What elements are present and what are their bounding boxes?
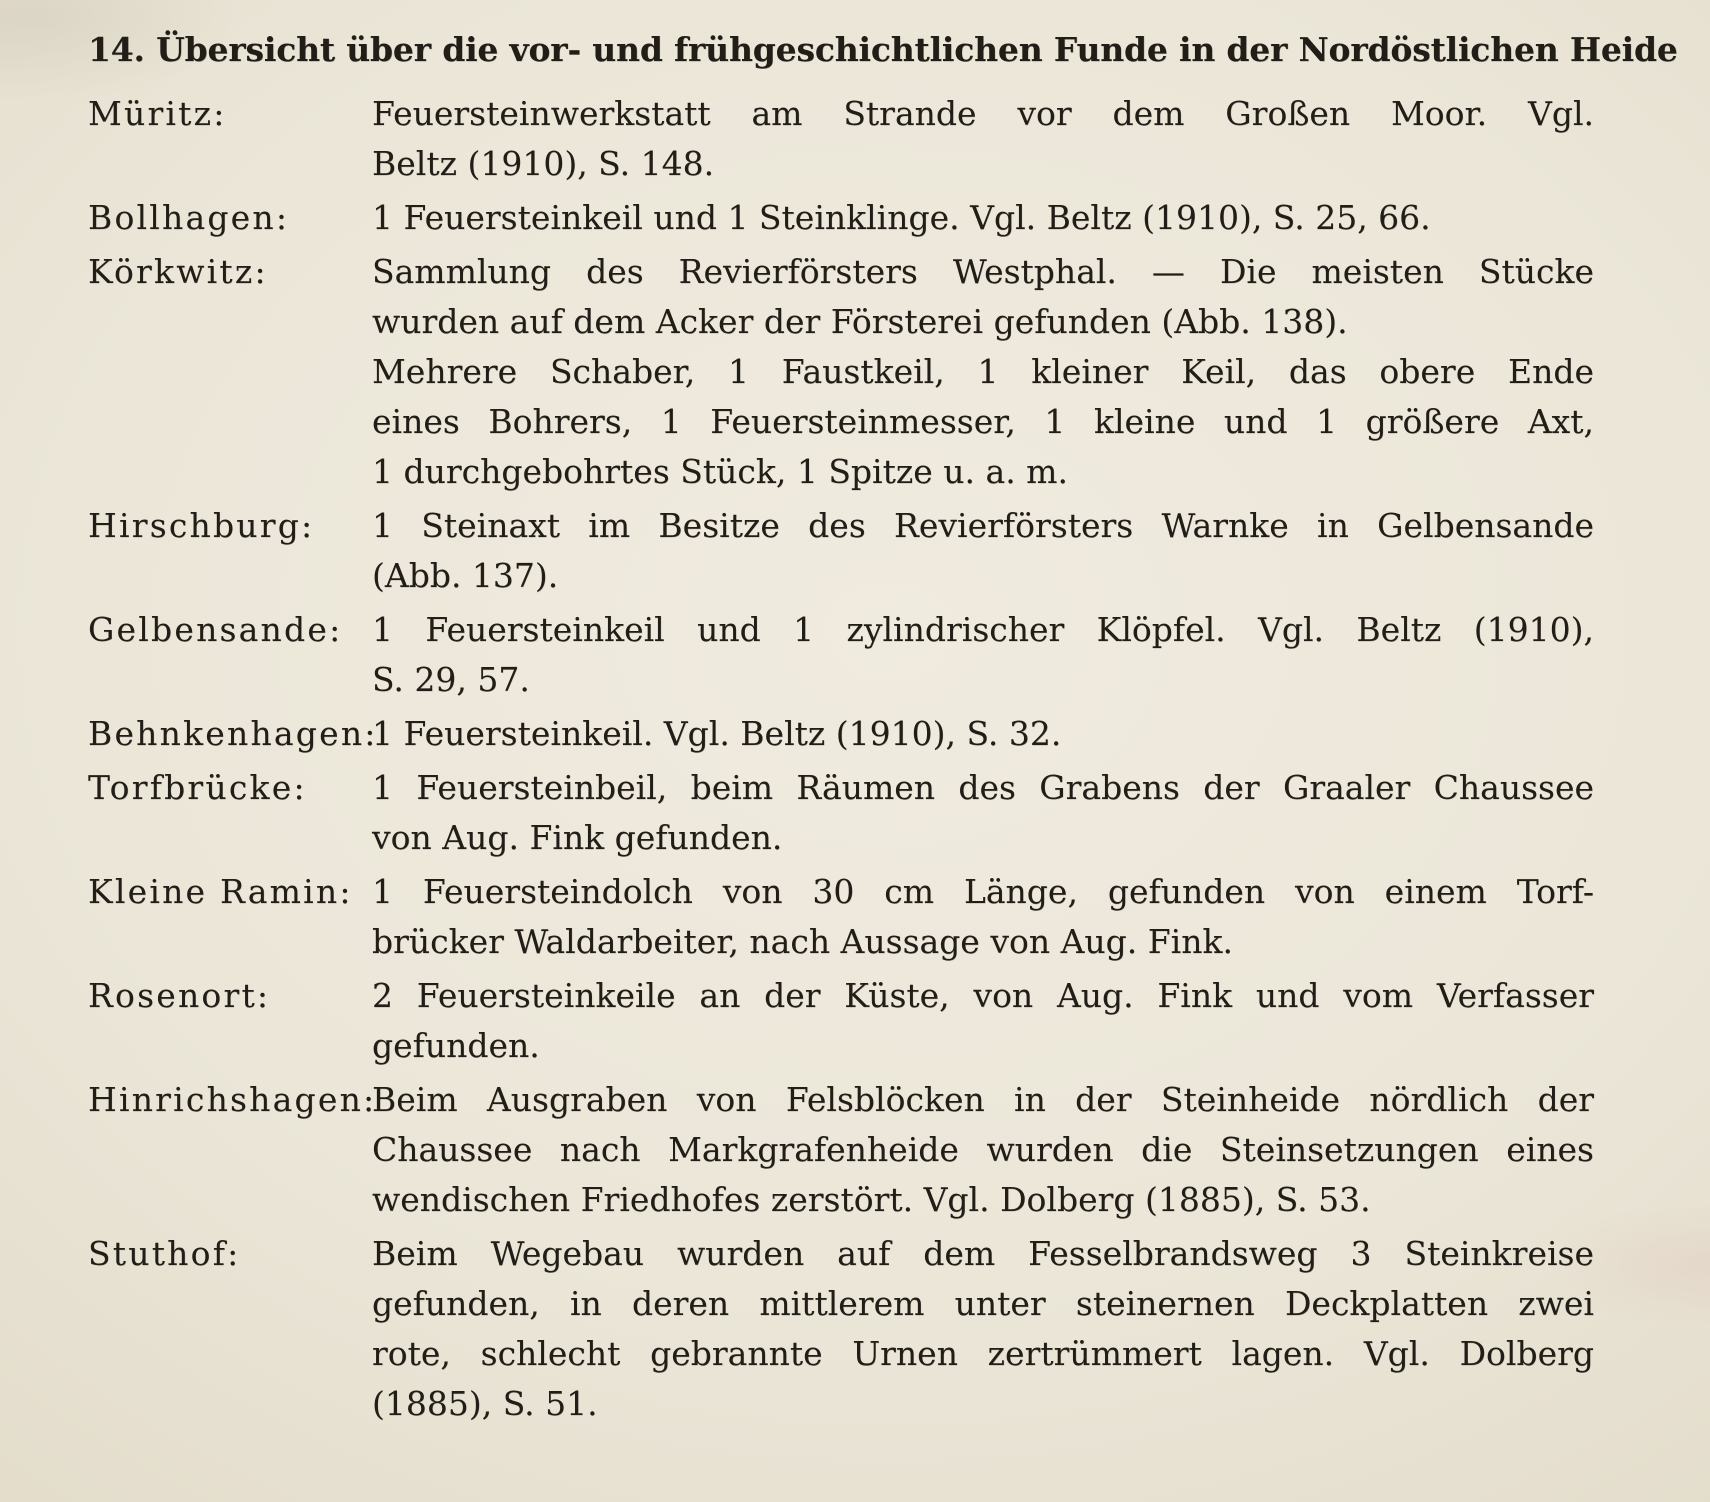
description-line: von Aug. Fink gefunden. [372,818,783,857]
description-line: (Abb. 137). [372,556,559,595]
find-entry [88,709,1594,759]
place-label: Hirschburg: [88,506,315,545]
find-entry [88,193,1594,243]
description-line: Beim Ausgraben von Felsblöcken in der Steinheide nördlich der [372,1080,1594,1119]
place-label: Torfbrücke: [88,768,307,807]
find-list [88,89,1594,1429]
place-label: Behnkenhagen: [88,714,378,753]
place-label: Gelbensande: [88,610,343,649]
place-label: Müritz: [88,94,227,133]
description-line: 1 Steinaxt im Besitze des Revierförsters Warnke in Gelbensande [372,506,1594,545]
page [88,26,1678,1429]
description-line: 2 Feuersteinkeile an der Küste, von Aug. Fink und vom Verfasser [372,976,1594,1015]
description-line: Feuersteinwerkstatt am Strande vor dem Großen Moor. Vgl. [372,94,1594,133]
description-line: Chaussee nach Markgrafenheide wurden die Steinsetzungen eines [372,1130,1594,1169]
place-description [372,247,1594,497]
place-label: Rosenort: [88,976,271,1015]
place-description [372,605,1594,705]
description-line: Beltz (1910), S. 148. [372,144,715,183]
place-description [372,501,1594,601]
description-line: eines Bohrers, 1 Feuersteinmesser, 1 kleine und 1 größere Axt, [372,402,1594,441]
description-line: wendischen Friedhofes zerstört. Vgl. Dolberg (1885), S. 53. [372,1180,1371,1219]
find-entry [88,501,1594,601]
description-line: wurden auf dem Acker der Försterei gefunden (Abb. 138). [372,302,1348,341]
place-description [372,1075,1594,1225]
description-line: (1885), S. 51. [372,1384,598,1423]
place-label: Kleine Ramin: [88,872,353,911]
find-entry [88,1229,1594,1429]
description-line: rote, schlecht gebrannte Urnen zertrümmert lagen. Vgl. Dolberg [372,1334,1594,1373]
description-line: S. 29, 57. [372,660,530,699]
description-line: gefunden, in deren mittlerem unter steinernen Deckplatten zwei [372,1284,1594,1323]
description-line: gefunden. [372,1026,540,1065]
place-description [372,1229,1594,1429]
find-entry [88,605,1594,705]
description-line: 1 Feuersteinkeil und 1 Steinklinge. Vgl. Beltz (1910), S. 25, 66. [372,198,1431,237]
place-label: Hinrichshagen: [88,1080,377,1119]
place-label: Bollhagen: [88,198,290,237]
find-entry [88,89,1594,189]
find-entry [88,867,1594,967]
place-description [372,867,1594,967]
description-line: Sammlung des Revierförsters Westphal. — Die meisten Stücke [372,252,1594,291]
place-label: Körkwitz: [88,252,268,291]
description-line: Beim Wegebau wurden auf dem Fesselbrandsweg 3 Steinkreise [372,1234,1594,1273]
find-entry [88,247,1594,497]
place-description [372,193,1594,243]
page-title: 14. Übersicht über die vor- und frühgeschichtlichen Funde in der Nordöstlichen Heide [88,30,1678,69]
description-line: brücker Waldarbeiter, nach Aussage von Aug. Fink. [372,922,1233,961]
place-description [372,89,1594,189]
description-line: Mehrere Schaber, 1 Faustkeil, 1 kleiner Keil, das obere Ende [372,352,1594,391]
find-entry [88,763,1594,863]
description-line: 1 Feuersteinbeil, beim Räumen des Grabens der Graaler Chaussee [372,768,1594,807]
description-line: 1 Feuersteinkeil und 1 zylindrischer Klöpfel. Vgl. Beltz (1910), [372,610,1594,649]
place-description [372,971,1594,1071]
place-description [372,763,1594,863]
description-line: 1 Feuersteinkeil. Vgl. Beltz (1910), S. 32. [372,714,1062,753]
description-line: 1 Feuersteindolch von 30 cm Länge, gefunden von einem Torf- [372,872,1594,911]
find-entry [88,971,1594,1071]
description-line: 1 durchgebohrtes Stück, 1 Spitze u. a. m. [372,452,1068,491]
place-label: Stuthof: [88,1234,241,1273]
place-description [372,709,1594,759]
find-entry [88,1075,1594,1225]
